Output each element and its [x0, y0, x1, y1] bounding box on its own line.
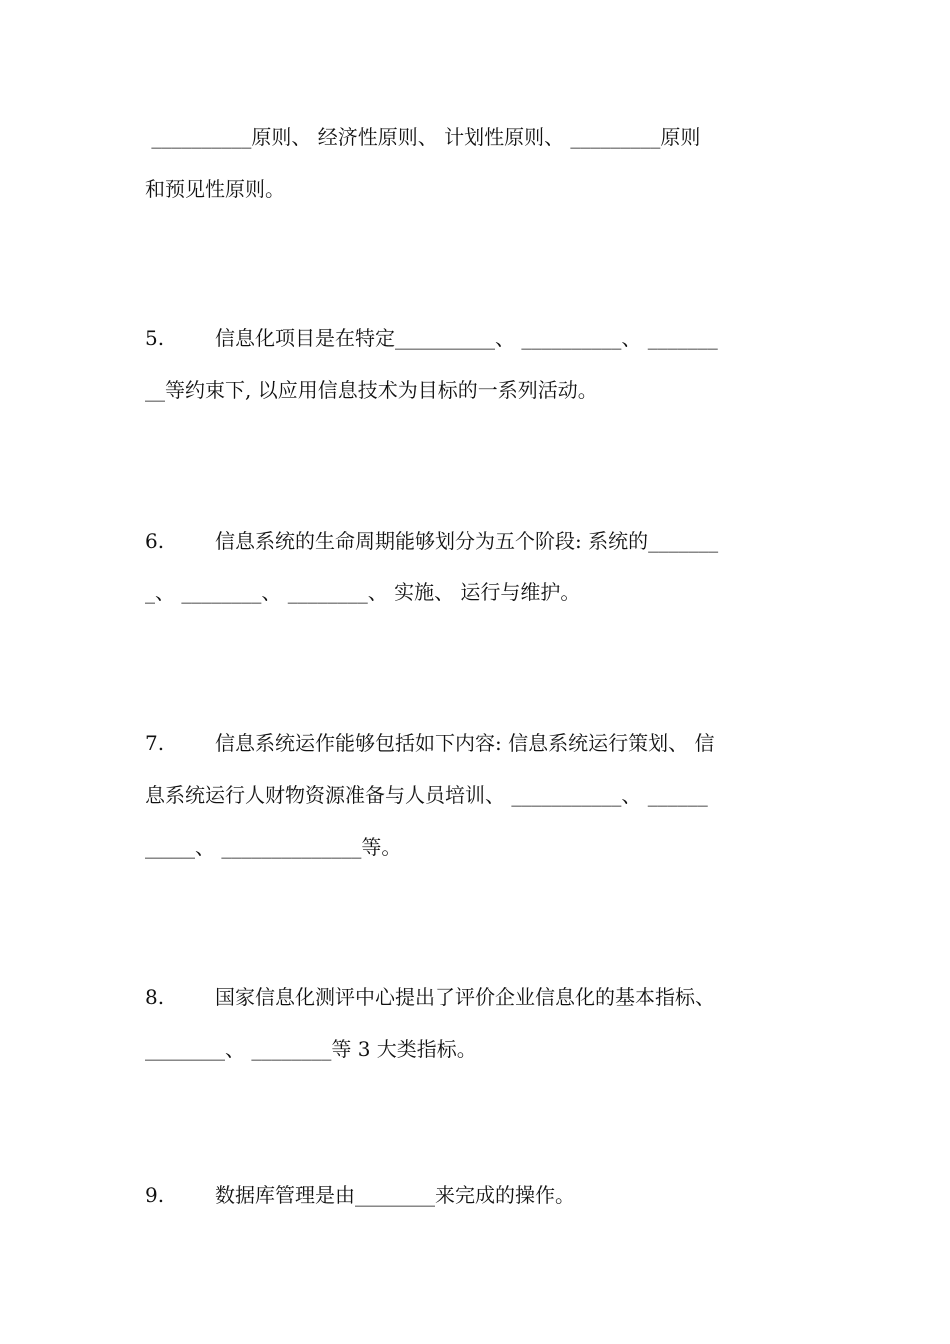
q9-number: 9.	[145, 1183, 165, 1207]
q7-text-1: 信息系统运作能够包括如下内容: 信息系统运行策划、 信	[215, 731, 715, 755]
q8-number: 8.	[145, 985, 165, 1009]
q6-line-1	[145, 528, 810, 554]
q6-number: 6.	[145, 529, 165, 553]
q6-line-2: _、 ________、 ________、 实施、 运行与维护。	[145, 580, 581, 604]
q5-line-1	[145, 325, 810, 351]
q7-line-3: _____、 ______________等。	[145, 835, 402, 859]
q9-line-1	[145, 1182, 810, 1208]
q8-line-2: ________、 ________等 3 大类指标。	[145, 1037, 477, 1061]
q8-text-1: 国家信息化测评中心提出了评价企业信息化的基本指标、	[215, 985, 715, 1009]
q5-number: 5.	[145, 326, 165, 350]
q5-line-2: __等约束下, 以应用信息技术为目标的一系列活动。	[145, 378, 598, 402]
q5-text-1: 信息化项目是在特定__________、 __________、 _______	[215, 326, 718, 350]
q7-line-1	[145, 730, 810, 756]
q9-text-1: 数据库管理是由________来完成的操作。	[215, 1183, 575, 1207]
q4-line-2: 和预见性原则。	[145, 177, 285, 201]
q4-line-1: __________原则、 经济性原则、 计划性原则、 _________原则	[145, 125, 701, 149]
q6-text-1: 信息系统的生命周期能够划分为五个阶段: 系统的_______	[215, 529, 719, 553]
q8-line-1	[145, 984, 810, 1010]
q7-number: 7.	[145, 731, 165, 755]
q7-line-2: 息系统运行人财物资源准备与人员培训、 ___________、 ______	[145, 783, 708, 807]
